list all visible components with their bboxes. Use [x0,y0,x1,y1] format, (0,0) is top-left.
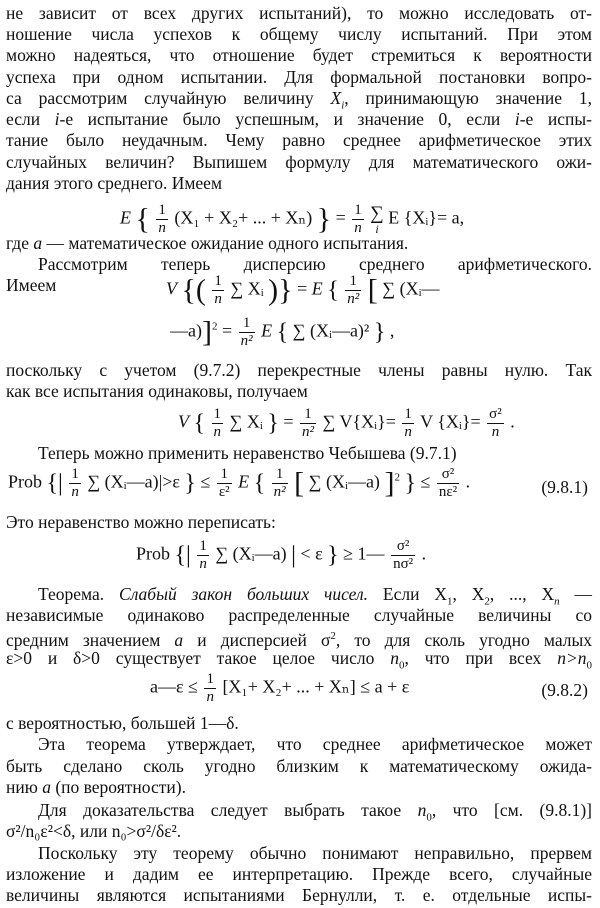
text-line: Теперь можно применить неравенство Чебышева (9.7.1) [38,443,457,463]
text-line: тание было неудачным. Чему равно среднее арифметическое этих [6,130,592,151]
text-line: Для доказательства следует выбрать такое $n_0$, что [см. (9.8.1)] [38,800,592,824]
text-line: Эта теорема утверждает, что среднее арифметическое может [38,734,592,755]
text-line: величины являются испытаниями Бернулли, т. е. отдельные испы- [6,885,592,905]
text-line: где a — математическое ожидание одного испытания. [6,232,409,253]
equation-chebyshev-rewritten: Prob {| $\frac{1}{n}$ ∑ (Xᵢ—a) | < ε } ≥ 1— $\frac{\text{σ²}}{\text{nσ²}}$ . [136,537,427,572]
text-line: изложение и дадим ее интерпретацию. Прежде всего, случайные [6,863,592,884]
text-line: са рассмотрим случайную величину $X_i$, принимающую значение 1, [6,87,592,112]
text-line: средним значением a и дисперсией $\sigma^2$, то для сколь угодно малых [6,630,593,651]
text-line: успеха при одном испытании. Для формальной постановки вопро- [6,66,592,87]
text-line: если i-е испытание было успешным, и значение 0, если i-е испы- [6,109,592,130]
text-line: σ²/n₀ε²<δ, или n₀>σ²/δε². [6,821,182,842]
text-line: быть сделано сколь угодно близким к математическому ожида- [6,755,592,776]
text-line: Поскольку эту теорему обычно понимают неправильно, прервем [38,842,592,863]
text-line: Это неравенство можно переписать: [6,512,276,533]
text-line: как все испытания одинаковы, получаем [6,381,308,402]
text-line: нию a (по вероятности). [6,776,186,797]
equation-weak-law: a—ε ≤ $\frac{1}{n}$ [X₁+ X₂+ ... + Xₙ] ≤ a + ε (9.8.2) [150,670,588,705]
text-line: дания этого среднего. Имеем [6,172,223,193]
text-line: не зависит от всех других испытаний), то можно исследовать от- [6,2,592,23]
equation-number: (9.8.1) [541,477,588,498]
text-line: с вероятностью, большей 1—δ. [6,713,239,734]
text-line: ε>0 и δ>0 существует такое целое число $n_0$, что при всех $n>n_0$ [6,647,592,672]
text-line: можно надеяться, что отношение будет стремиться к вероятности [6,45,592,66]
theorem-line: Теорема. Слабый закон больших чисел. Если $X_1$, $X_2$, ..., $X_n$ — [38,583,592,608]
equation-variance-result: V { $\frac{1}{n}$ ∑ Xᵢ } = $\frac{1}{\text{n²}}$ ∑ V{Xᵢ}= $\frac{1}{n}$ V {Xᵢ}= $\frac{\text{σ²}}{n}$ . [178,406,515,441]
text-line: поскольку с учетом (9.7.2) перекрестные члены равны нулю. Так [6,360,592,380]
equation-expectation: E { $\frac{1}{n}$ (X₁ + X₂+ ... + Xₙ) } = $\frac{1}{n}$ ∑ i E {Xᵢ}= a, [120,201,465,236]
text-line: Имеем [6,275,57,296]
text-line: Рассмотрим теперь дисперсию среднего арифметического. [38,253,592,274]
equation-number: (9.8.2) [541,679,588,700]
text-line: случайных величин? Выпишем формулу для математического ожи- [6,151,592,172]
text-line: независимые одинаково распределенные случайные величины со [6,605,592,626]
equation-chebyshev: Prob {| $\frac{1}{n}$ ∑ (Xᵢ—a)|>ε } ≤ $\frac{1}{\text{ε²}}$ E { $\frac{1}{\text{n²}}$ [ ∑ (Xᵢ—a) ]$^2$ } ≤ $\frac{\text{σ²}}{\text{nε²}}$ . (9.8.1) [8,466,588,501]
equation-variance: V {( $\frac{1}{n}$ ∑ Xᵢ )} = E { $\frac{1}{\text{n²}}$ [ ∑ (Xᵢ— —a)]$^2$ = $\frac{1}{\text{n²}}$ E { ∑ (Xᵢ—a)² } , [166,273,440,350]
text-line: ношение числа успехов к общему числу испытаний. При этом [6,24,592,45]
